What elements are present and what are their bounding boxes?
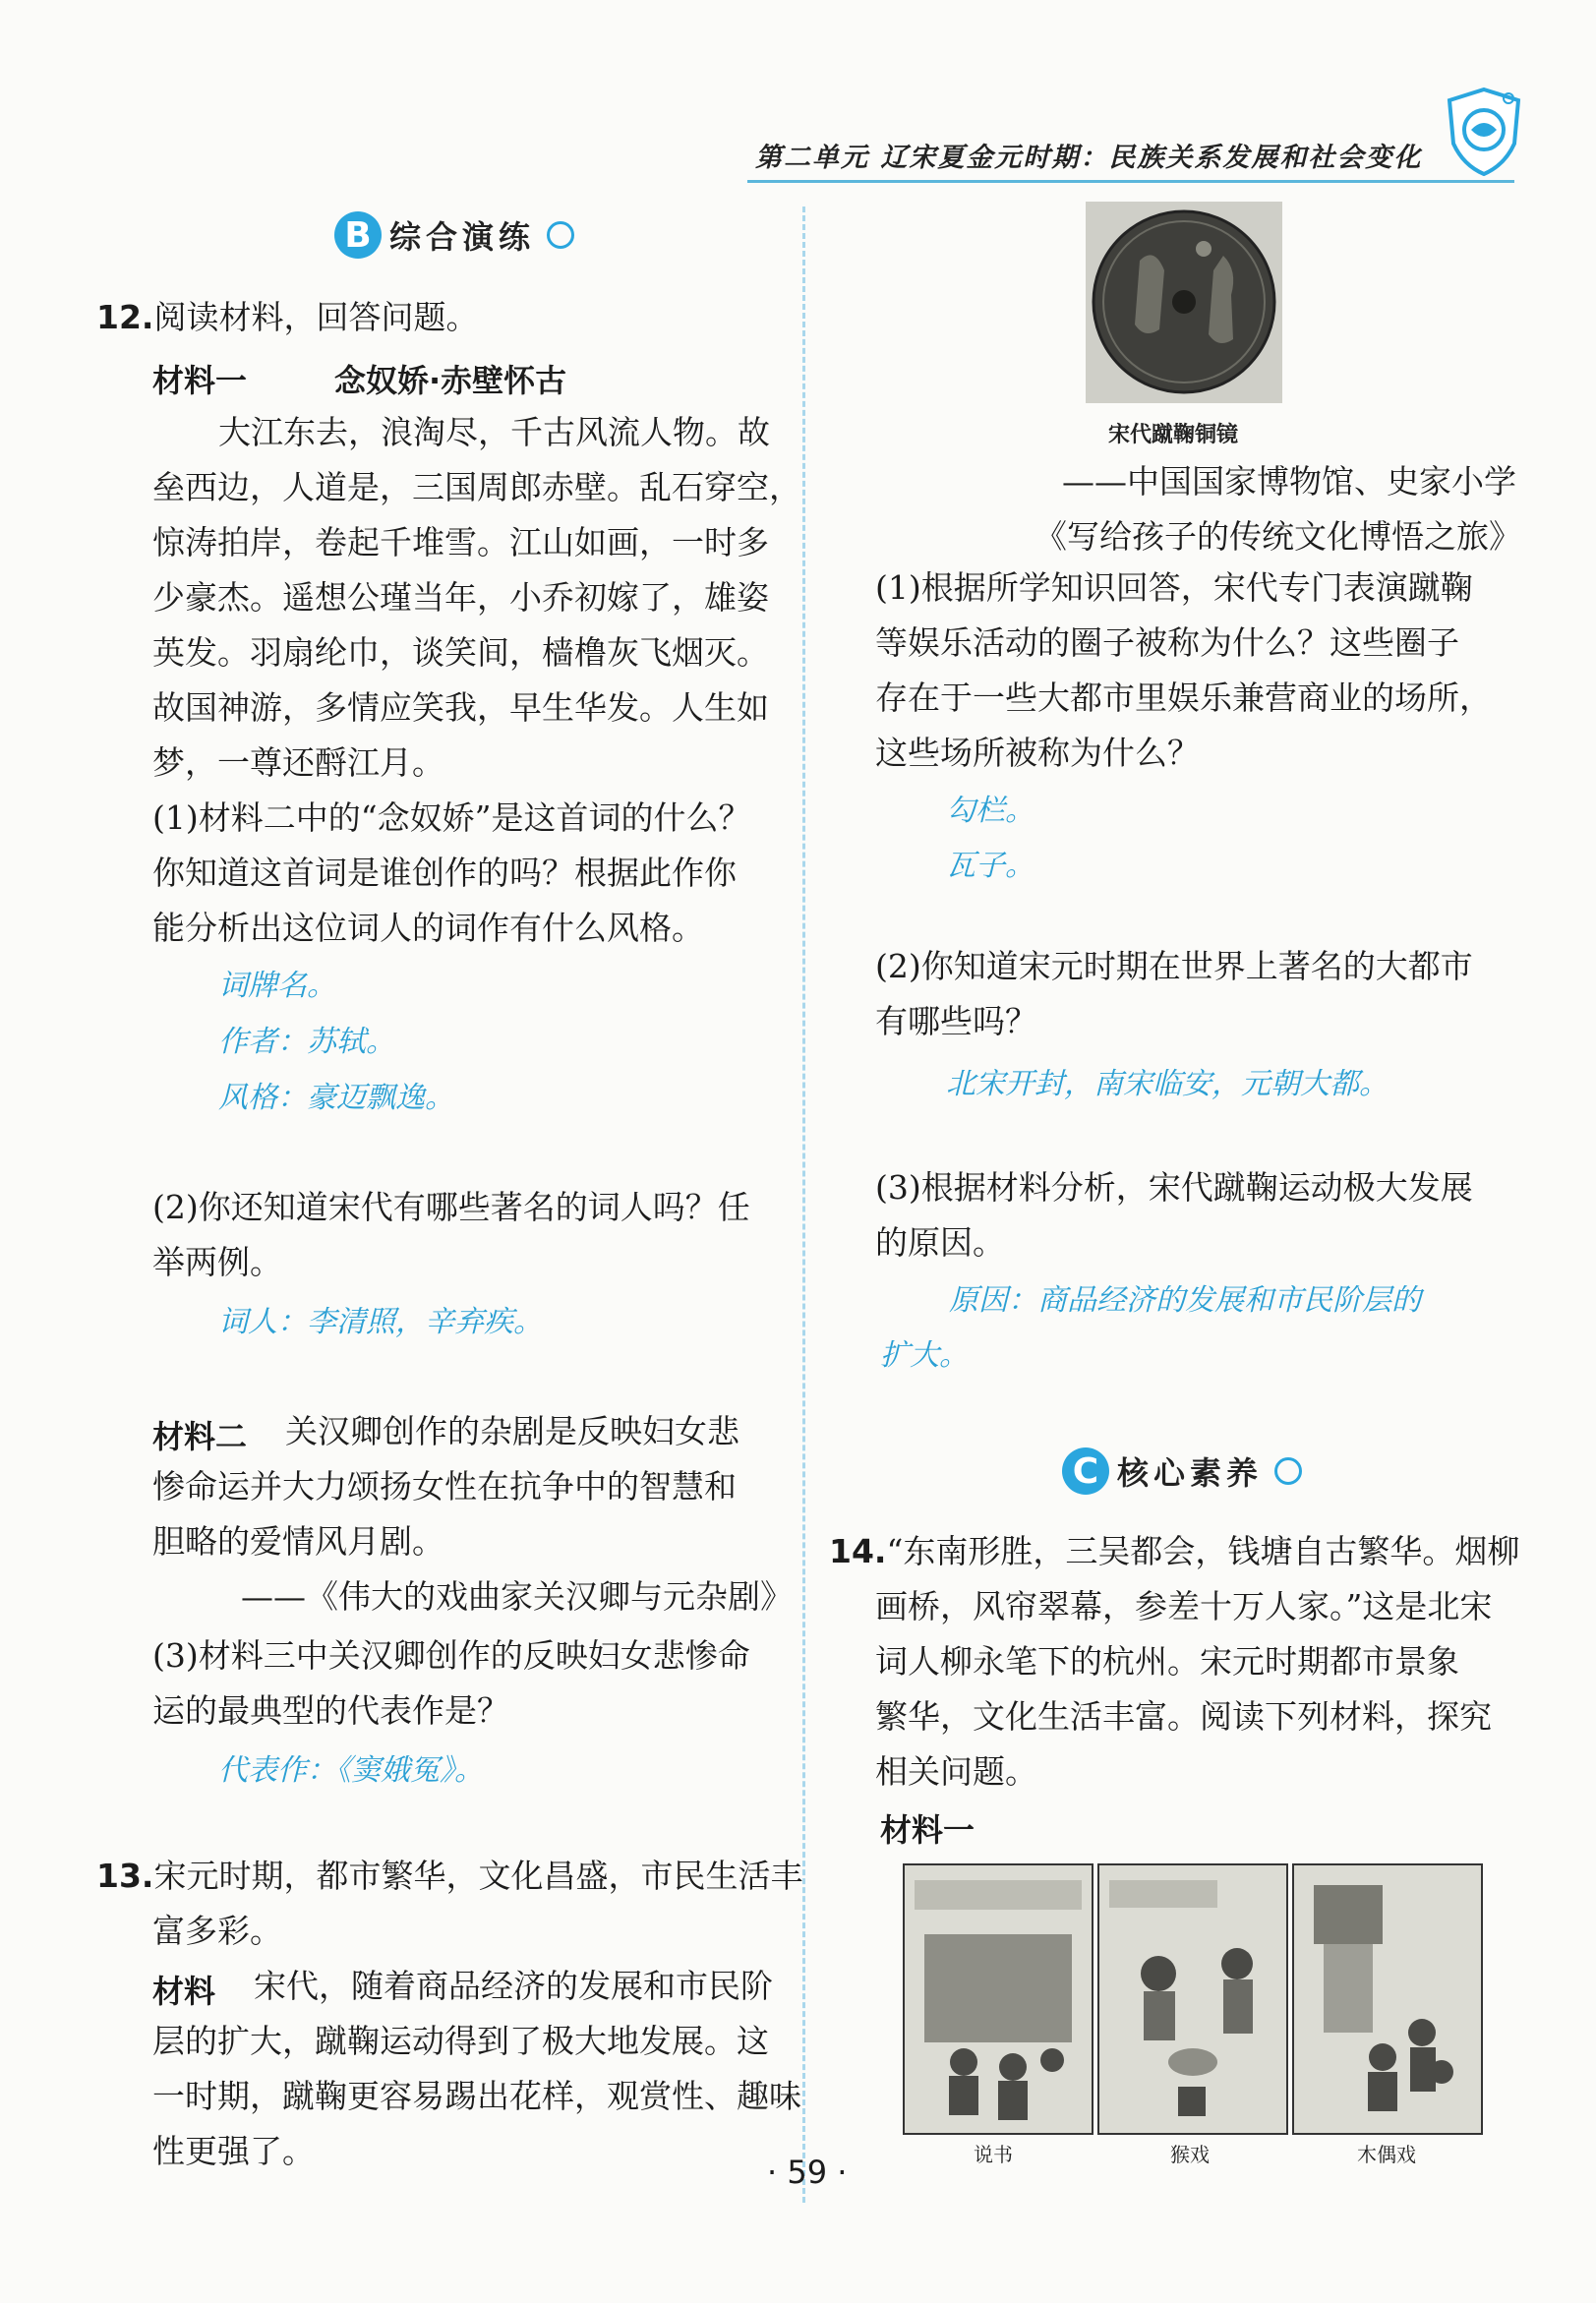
question-14-text: “东南形胜，三吴都会，钱塘自古繁华。烟柳 <box>886 1532 1520 1570</box>
handwritten-answer: 词人：李清照，辛弃疾。 <box>218 1305 543 1339</box>
handwritten-answer: 瓦子。 <box>946 849 1034 883</box>
question-14-stem <box>829 1524 1519 1579</box>
poem-line: 惊涛拍岸，卷起千堆雪。江山如画，一时多 <box>152 523 769 561</box>
question-14-text: 画桥，风帘翠幕，参差十万人家。”这是北宋 <box>875 1587 1493 1625</box>
section-c-label: 核心素养 <box>1117 1454 1264 1492</box>
section-c-badge: C <box>1062 1447 1109 1495</box>
section-b-badge: B <box>334 211 382 259</box>
bronze-mirror-image <box>1086 202 1282 403</box>
question-13-text: 富多彩。 <box>152 1912 282 1950</box>
sub-question-line: 这些场所被称为什么？ <box>875 734 1200 772</box>
storytelling-image <box>903 1863 1094 2135</box>
cuju-mirror-icon <box>1086 202 1282 403</box>
sub-question-line: (1)材料二中的“念奴娇”是这首词的什么？ <box>152 798 751 837</box>
material-line: 性更强了。 <box>152 2132 315 2170</box>
handwritten-answer: 词牌名。 <box>218 969 336 1003</box>
question-13-number: 13. <box>96 1857 154 1895</box>
sub-question-line: 的原因。 <box>875 1223 1005 1262</box>
sub-question-line: (2)你知道宋元时期在世界上著名的大都市 <box>875 947 1473 985</box>
poem-line: 故国神游，多情应笑我，早生华发。人生如 <box>152 688 769 727</box>
poem-line: 英发。羽扇纶巾，谈笑间，樯橹灰飞烟灭。 <box>152 633 769 672</box>
mirror-caption: 宋代蹴鞠铜镜 <box>1108 423 1239 447</box>
question-12-stem <box>96 290 478 345</box>
material-2-line: 胆略的爱情风月剧。 <box>152 1522 444 1561</box>
sub-question-line: 你知道这首词是谁创作的吗？根据此作你 <box>152 854 737 892</box>
poem-line: 少豪杰。遥想公瑾当年，小乔初嫁了，雄姿 <box>152 578 769 617</box>
sub-question-line: 举两例。 <box>152 1243 282 1281</box>
mirror-source: ——中国国家博物馆、史家小学 <box>1062 462 1516 501</box>
sub-question-line: (1)根据所学知识回答，宋代专门表演蹴鞠 <box>875 568 1473 607</box>
question-13-text: 宋元时期，都市繁华，文化昌盛，市民生活丰 <box>153 1857 803 1895</box>
monkey-show-image <box>1097 1863 1288 2135</box>
puppet-show-illustration-icon <box>1294 1865 1481 2133</box>
material-label: 材料 <box>152 1973 216 2010</box>
question-14-text: 词人柳永笔下的杭州。宋元时期都市景象 <box>875 1642 1459 1681</box>
poem-line: 梦，一尊还酹江月。 <box>152 743 444 782</box>
material-line: 宋代，随着商品经济的发展和市民阶 <box>254 1967 773 2005</box>
material-line: 一时期，蹴鞠更容易踢出花样，观赏性、趣味 <box>152 2077 801 2115</box>
section-b-label: 综合演练 <box>389 218 536 256</box>
badge-tail-icon <box>1274 1457 1302 1485</box>
badge-tail-icon <box>547 221 574 249</box>
shield-logo-icon <box>1446 87 1522 177</box>
handwritten-answer: 勾栏。 <box>946 794 1034 828</box>
handwritten-answer: 风格：豪迈飘逸。 <box>218 1081 454 1115</box>
poem-title: 念奴娇·赤壁怀古 <box>334 362 567 399</box>
question-14-text: 繁华，文化生活丰富。阅读下列材料，探究 <box>875 1697 1492 1736</box>
storytelling-illustration-icon <box>905 1865 1092 2133</box>
handwritten-answer: 作者：苏轼。 <box>218 1025 395 1059</box>
question-13-stem <box>96 1849 802 1904</box>
sub-question-line: 能分析出这位词人的词作有什么风格。 <box>152 909 704 947</box>
sub-question-line: 有哪些吗？ <box>875 1002 1037 1040</box>
monkey-show-illustration-icon <box>1099 1865 1286 2133</box>
material-2-label: 材料二 <box>152 1418 248 1455</box>
section-c-title <box>1062 1447 1302 1495</box>
question-12-text: 阅读材料，回答问题。 <box>153 298 479 336</box>
material-2-source: ——《伟大的戏曲家关汉卿与元杂剧》 <box>241 1577 793 1616</box>
poem-line: 垒西边，人道是，三国周郎赤壁。乱石穿空， <box>152 468 801 506</box>
question-14-number: 14. <box>829 1532 887 1570</box>
sub-question-line: (2)你还知道宋代有哪些著名的词人吗？任 <box>152 1188 750 1226</box>
material-2-line: 关汉卿创作的杂剧是反映妇女悲 <box>285 1412 739 1450</box>
handwritten-answer: 代表作：《窦娥冤》。 <box>218 1753 484 1788</box>
material-2-line: 惨命运并大力颂扬女性在抗争中的智慧和 <box>152 1467 737 1506</box>
sub-question-line: 运的最典型的代表作是？ <box>152 1691 509 1730</box>
material-line: 层的扩大，蹴鞠运动得到了极大地发展。这 <box>152 2022 769 2060</box>
question-12-number: 12. <box>96 298 154 336</box>
sub-question-line: (3)根据材料分析，宋代蹴鞠运动极大发展 <box>875 1168 1473 1207</box>
sub-question-line: 等娱乐活动的圈子被称为什么？这些圈子 <box>875 623 1459 662</box>
mirror-source: 《写给孩子的传统文化博悟之旅》 <box>1034 517 1521 556</box>
image-caption: 说书 <box>974 2143 1013 2166</box>
sub-question-line: 存在于一些大都市里娱乐兼营商业的场所， <box>875 679 1492 717</box>
page-number: · 59 · <box>767 2154 848 2191</box>
sub-question-line: (3)材料三中关汉卿创作的反映妇女悲惨命 <box>152 1636 750 1675</box>
header-rule <box>747 180 1514 183</box>
image-caption: 猴戏 <box>1170 2143 1210 2166</box>
unit-header: 第二单元 辽宋夏金元时期：民族关系发展和社会变化 <box>755 143 1423 173</box>
handwritten-answer: 北宋开封，南宋临安，元朝大都。 <box>946 1067 1389 1101</box>
material-1-label: 材料一 <box>880 1811 975 1849</box>
handwritten-answer: 扩大。 <box>880 1338 969 1373</box>
image-caption: 木偶戏 <box>1357 2143 1416 2166</box>
material-1-label: 材料一 <box>152 362 248 399</box>
handwritten-answer: 原因：商品经济的发展和市民阶层的 <box>949 1283 1421 1318</box>
section-b-title <box>334 211 574 259</box>
question-14-text: 相关问题。 <box>875 1752 1037 1791</box>
puppet-show-image <box>1292 1863 1483 2135</box>
poem-line: 大江东去，浪淘尽，千古风流人物。故 <box>218 413 770 451</box>
